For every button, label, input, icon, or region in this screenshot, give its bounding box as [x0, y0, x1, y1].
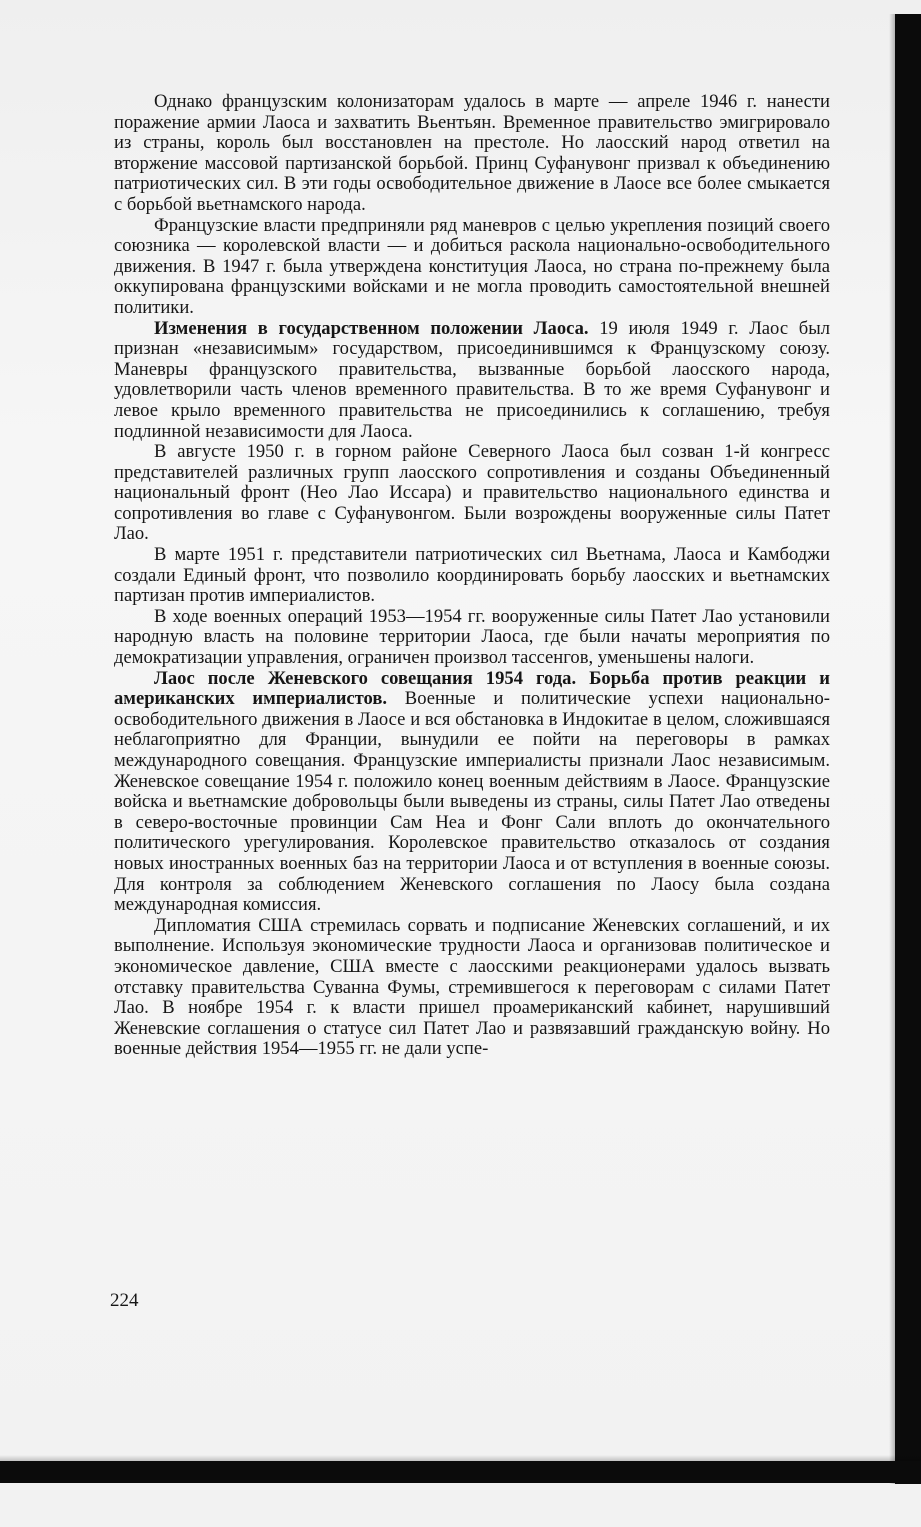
paragraph — [114, 319, 830, 443]
section-heading: Лаос после Женевского совещания 1954 года. Борьба против реакции и американских империалистов. — [114, 667, 830, 710]
paragraph — [114, 916, 830, 1060]
paragraph-text: В марте 1951 г. представители патриотических сил Вьетнама, Лаоса и Камбоджи создали Единый фронт, что позволило координировать борьбу лаосских и вьетнамских партизан против империалистов. — [114, 544, 830, 607]
binding-edge — [895, 14, 921, 1484]
paragraph — [114, 216, 830, 319]
paragraph — [114, 607, 830, 669]
paragraph — [114, 92, 830, 216]
paragraph-text: Военные и политические успехи национально-освободительного движения в Лаосе и вся обстановка в Индокитае в целом, сложившаяся неблагоприятно для Франции, вынудили ее пойти на переговоры в рамках международного совещания. Французские империалисты признали Лаос независимым. Женевское совещание 1954 г. положило конец военным действиям в Лаосе. Французские войска и вьетнамские добровольцы были выведены из страны, силы Патет Лао отведены в северо-восточные провинции Сам Неа и Фонг Сали вплоть до окончательного политического урегулирования. Королевское правительство отказалось от создания новых иностранных военных баз на территории Лаоса и от вступления в военные союзы. Для контроля за соблюдением Женевского соглашения по Лаосу была создана международная комиссия. — [114, 688, 830, 916]
paragraph — [114, 545, 830, 607]
page-number: 224 — [110, 1290, 139, 1311]
bottom-edge — [0, 1461, 921, 1483]
paragraph-text: Дипломатия США стремилась сорвать и подписание Женевских соглашений, и их выполнение. Используя экономические трудности Лаоса и организовав политическое и экономическое давление, США вместе с лаосскими реакционерами удалось вызвать отставку правительства Суванна Фумы, стремившегося к переговорам с силами Патет Лао. В ноябре 1954 г. к власти пришел проамериканский кабинет, нарушивший Женевские соглашения о статусе сил Патет Лао и развязавший гражданскую войну. Но военные действия 1954—1955 гг. не дали успе- — [114, 914, 830, 1060]
paragraph-text: В ходе военных операций 1953—1954 гг. вооруженные силы Патет Лао установили народную власть на половине территории Лаоса, где были начаты мероприятия по демократизации управления, ограничен произвол тассенгов, уменьшены налоги. — [114, 605, 830, 669]
paragraph-text: Однако французским колонизаторам удалось в марте — апреле 1946 г. нанести поражение армии Лаоса и захватить Вьентьян. Временное правительство эмигрировало из страны, король был восстановлен на престоле. Но лаосский народ ответил на вторжение массовой партизанской борьбой. Принц Суфанувонг призвал к объединению патриотических сил. В эти годы освободительное движение в Лаосе все более смыкается с борьбой вьетнамского народа. — [114, 91, 830, 215]
body-text — [114, 92, 830, 1060]
paragraph-text: Французские власти предприняли ряд маневров с целью укрепления позиций своего союзника — королевской власти — и добиться раскола национально-освободительного движения. В 1947 г. была утверждена конституция Лаоса, но страна по-прежнему была оккупирована французскими войсками и не могла проводить самостоятельной внешней политики. — [114, 214, 830, 318]
paragraph — [114, 669, 830, 916]
paragraph-text: В августе 1950 г. в горном районе Северного Лаоса был созван 1-й конгресс представителей различных групп лаосского сопротивления и созданы Объединенный национальный фронт (Нео Лао Иссара) и правительство национального единства и сопротивления во главе с Суфанувонгом. Были возрождены вооруженные силы Патет Лао. — [114, 441, 830, 545]
section-heading: Изменения в государственном положении Лаоса. — [154, 317, 589, 339]
paragraph-text: 19 июля 1949 г. Лаос был признан «независимым» государством, присоединившимся к Французскому союзу. Маневры французского правительства, вызванные борьбой лаосского народа, удовлетворили часть членов временного правительства. В то же время Суфанувонг и левое крыло временного правительства не присоединились к соглашению, требуя подлинной независимости для Лаоса. — [114, 317, 830, 442]
paragraph — [114, 442, 830, 545]
